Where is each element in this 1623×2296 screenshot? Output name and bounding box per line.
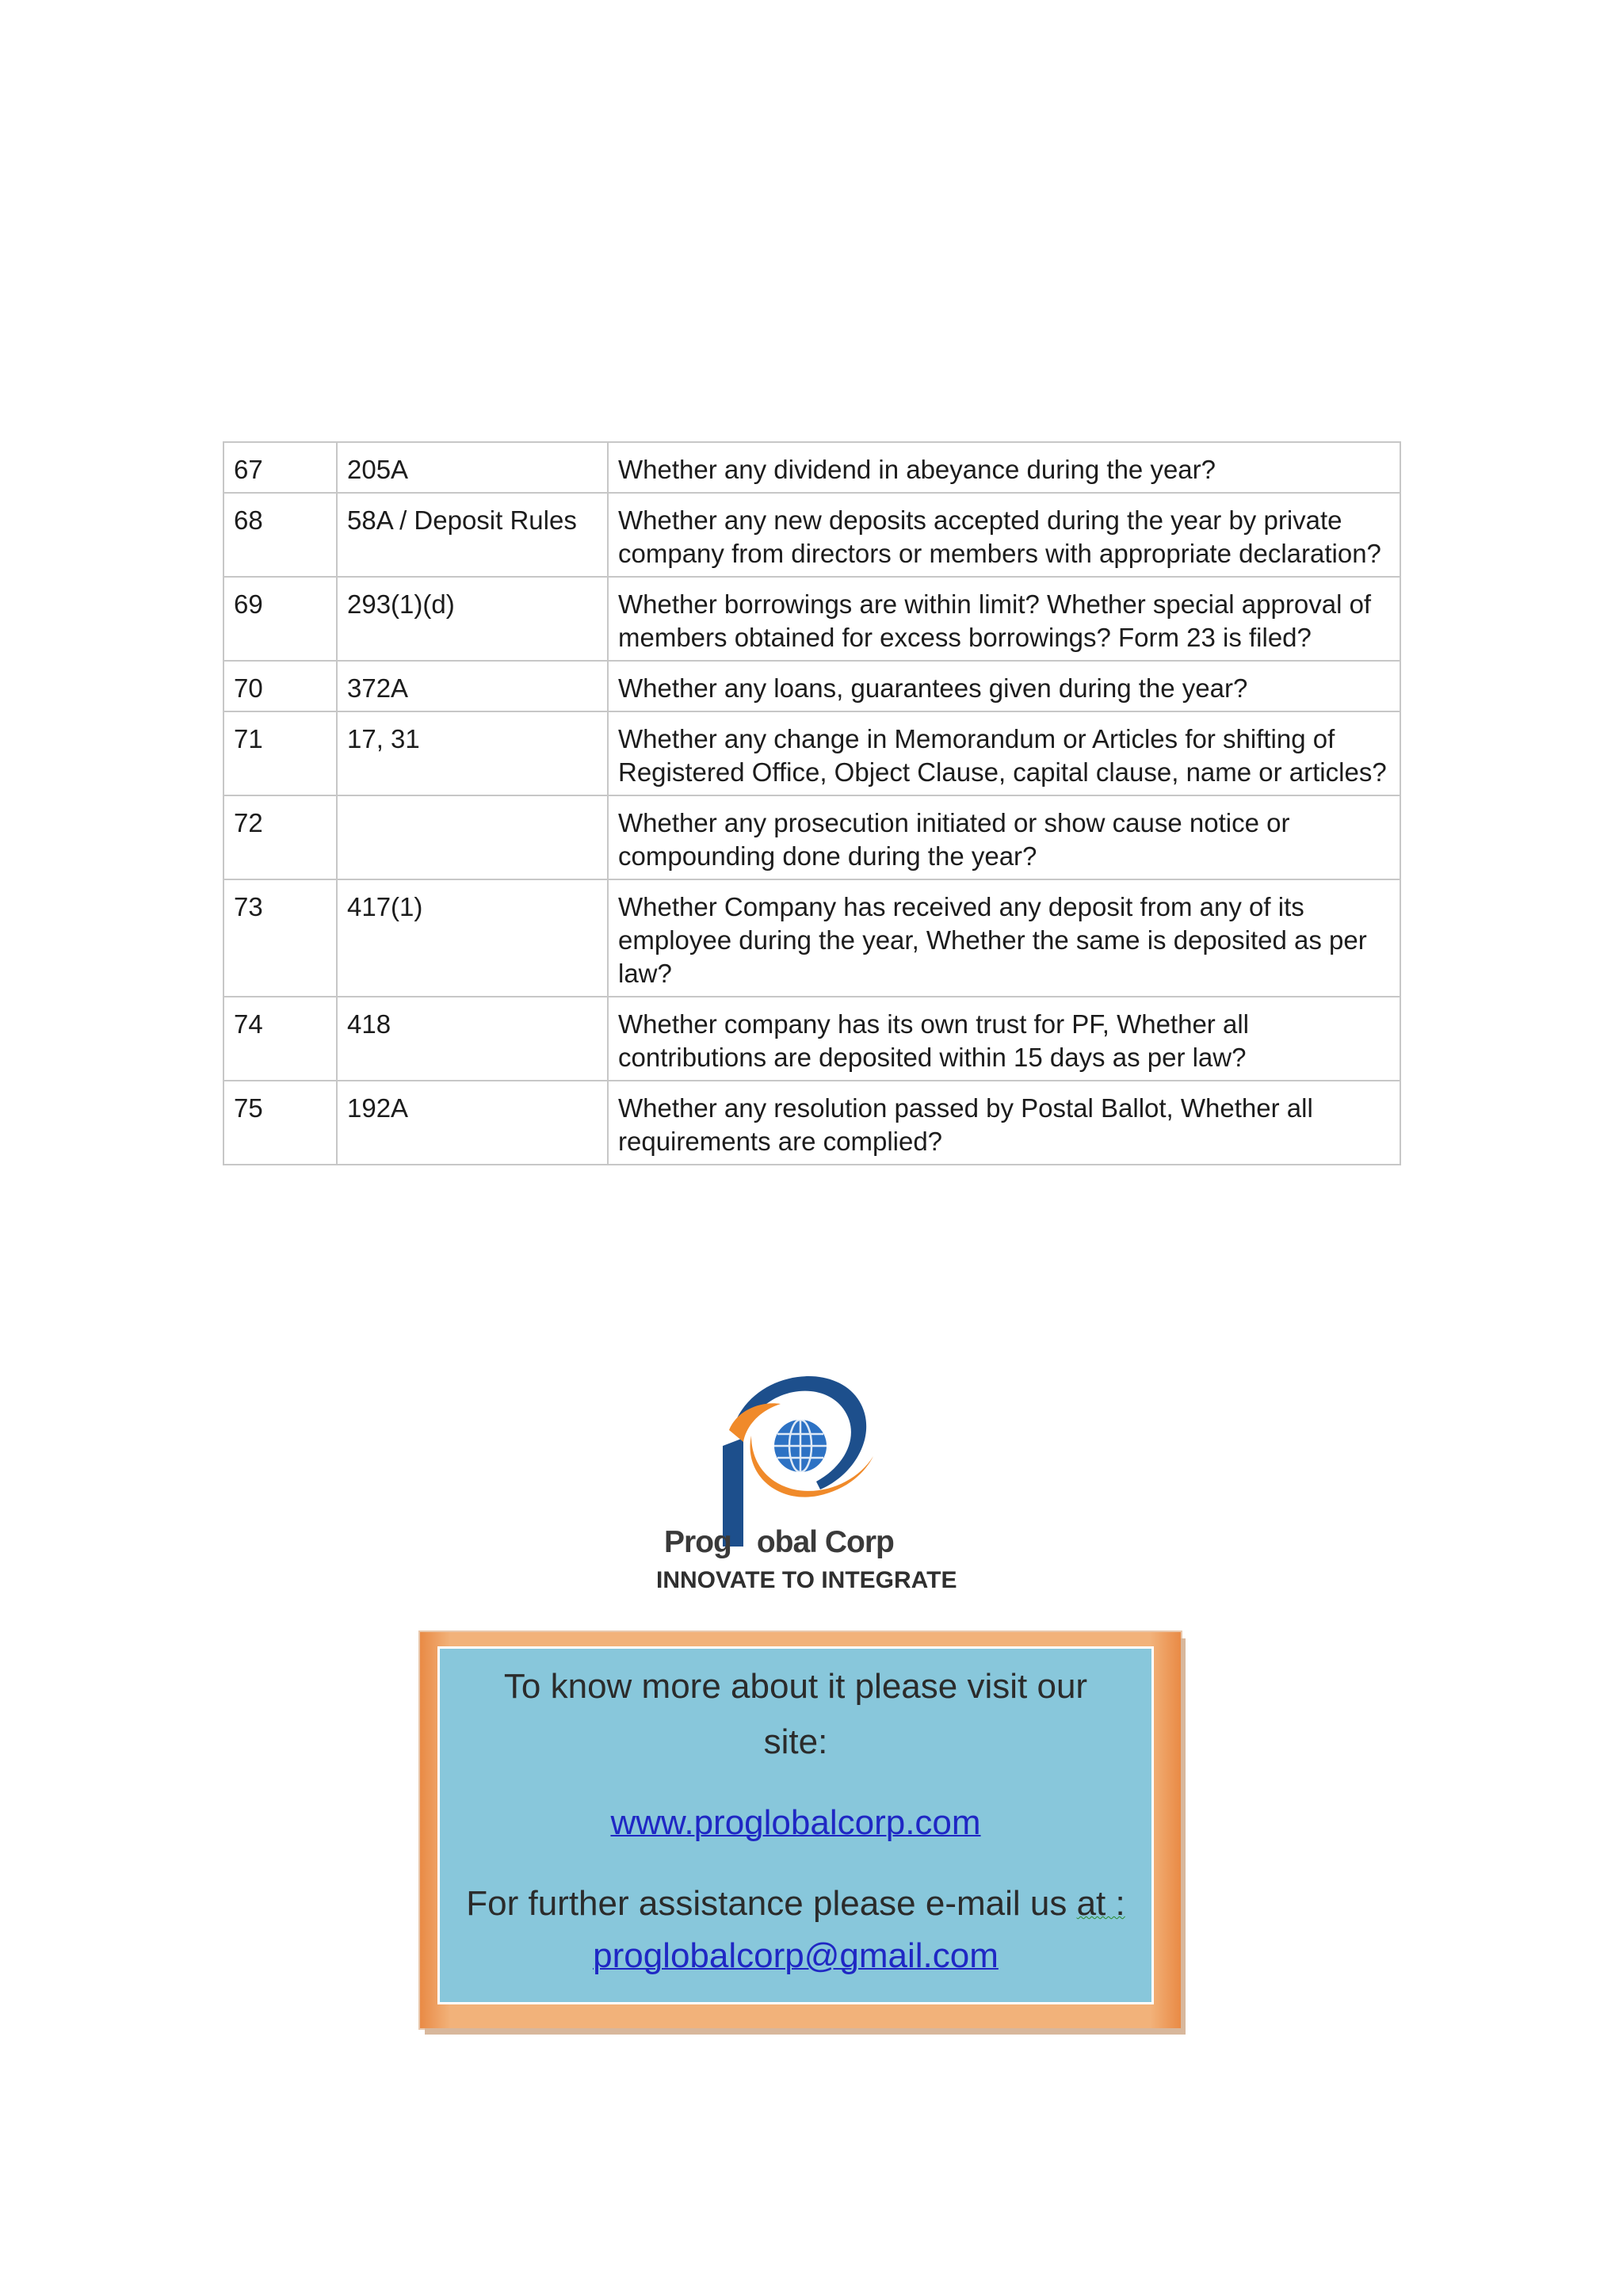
assistance-label-tail: at : — [1076, 1884, 1125, 1923]
question-text: Whether any new deposits accepted during the year by private company from directors or members with appropriate declaration? — [608, 493, 1400, 577]
logo-wordmark — [664, 1525, 894, 1560]
question-text: Whether any dividend in abeyance during the year? — [608, 442, 1400, 493]
section-ref: 372A — [337, 661, 608, 711]
row-number: 73 — [223, 879, 337, 997]
email-link[interactable]: proglobalcorp@gmail.com — [593, 1936, 999, 1975]
table-row — [223, 493, 1400, 577]
assistance-text — [440, 1883, 1151, 1924]
table-row — [223, 442, 1400, 493]
table-row — [223, 1081, 1400, 1165]
table-row — [223, 661, 1400, 711]
row-number: 67 — [223, 442, 337, 493]
section-ref: 293(1)(d) — [337, 577, 608, 661]
checklist-body — [223, 442, 1400, 1165]
section-ref: 417(1) — [337, 879, 608, 997]
proglobal-corp-logo — [650, 1363, 983, 1600]
section-ref: 205A — [337, 442, 608, 493]
website-link[interactable]: www.proglobalcorp.com — [610, 1803, 981, 1842]
row-number: 74 — [223, 997, 337, 1081]
question-text: Whether Company has received any deposit from any of its employee during the year, Whether the same is deposited as per law? — [608, 879, 1400, 997]
table-row — [223, 577, 1400, 661]
visit-site-text: To know more about it please visit our — [503, 1667, 1088, 1706]
row-number: 70 — [223, 661, 337, 711]
section-ref: 58A / Deposit Rules — [337, 493, 608, 577]
website-line — [440, 1802, 1151, 1844]
email-line — [440, 1936, 1151, 1977]
visit-site-text-continued: site: — [763, 1722, 828, 1761]
section-ref: 192A — [337, 1081, 608, 1165]
contact-panel — [437, 1646, 1154, 2004]
section-ref: 418 — [337, 997, 608, 1081]
logo-tagline: INNOVATE TO INTEGRATE — [656, 1567, 957, 1593]
row-number: 75 — [223, 1081, 337, 1165]
section-ref: 17, 31 — [337, 711, 608, 795]
question-text: Whether any resolution passed by Postal Ballot, Whether all requirements are complied? — [608, 1081, 1400, 1165]
wordmark-left: Prog — [664, 1525, 731, 1559]
logo-mark-icon — [650, 1363, 983, 1553]
question-text: Whether borrowings are within limit? Whether special approval of members obtained for excess borrowings? Form 23 is filed? — [608, 577, 1400, 661]
question-text: Whether any change in Memorandum or Articles for shifting of Registered Office, Object Clause, capital clause, name or articles? — [608, 711, 1400, 795]
table-row — [223, 795, 1400, 879]
row-number: 72 — [223, 795, 337, 879]
question-text: Whether any loans, guarantees given during the year? — [608, 661, 1400, 711]
row-number: 71 — [223, 711, 337, 795]
question-text: Whether any prosecution initiated or show cause notice or compounding done during the year? — [608, 795, 1400, 879]
table-row — [223, 997, 1400, 1081]
table-row — [223, 879, 1400, 997]
wordmark-right: obal Corp — [756, 1525, 894, 1559]
row-number: 68 — [223, 493, 337, 577]
contact-info-box — [420, 1632, 1181, 2028]
row-number: 69 — [223, 577, 337, 661]
table-row — [223, 711, 1400, 795]
compliance-checklist-table — [223, 441, 1401, 1165]
assistance-label: For further assistance please e-mail us — [466, 1884, 1077, 1923]
section-ref — [337, 795, 608, 879]
question-text: Whether company has its own trust for PF, Whether all contributions are deposited within 15 days as per law? — [608, 997, 1400, 1081]
